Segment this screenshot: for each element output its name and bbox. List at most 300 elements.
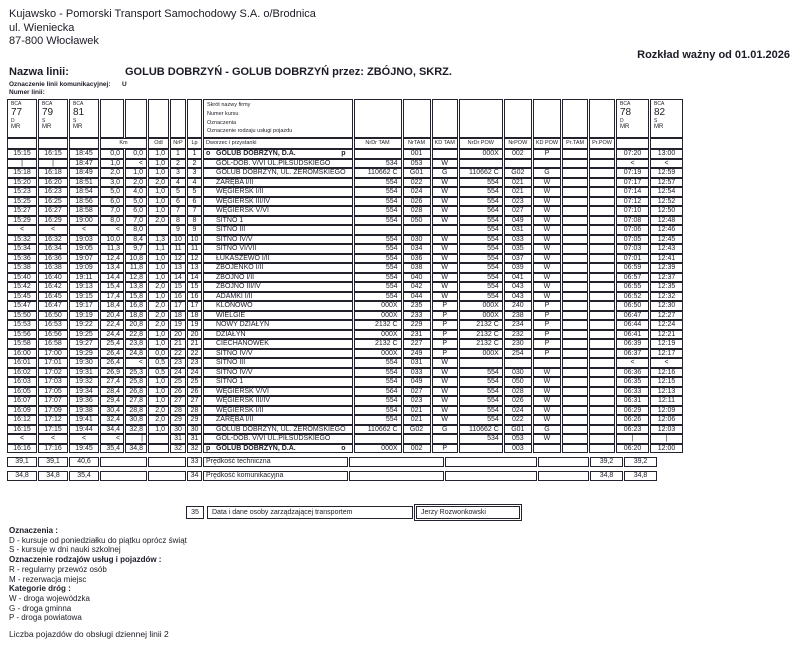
station-marker-left [206, 198, 216, 206]
empty-cell [403, 99, 431, 138]
cell-kd-pow: W [533, 415, 561, 425]
cell-nrdr-tam [354, 225, 402, 235]
manager-row [186, 506, 520, 519]
cell-pr-tam [562, 387, 588, 397]
cell-kd-pow: W [533, 387, 561, 397]
station-marker-right [346, 340, 350, 348]
station-marker-right [346, 274, 350, 282]
cell-nr-tam: 002 [403, 444, 431, 454]
course-header-78 [616, 99, 649, 138]
cell-kd-pow: W [533, 254, 561, 264]
cell-t78: 07:03 [616, 244, 649, 254]
cell-kd-tam: W [432, 263, 458, 273]
course-header-79 [38, 99, 68, 138]
cell-odl [148, 444, 169, 454]
cell-pr-pow [589, 254, 615, 264]
cell-t77: 15:53 [7, 320, 37, 330]
cell-pr-tam [562, 263, 588, 273]
cell-kd-tam: G [432, 168, 458, 178]
empty-cell [100, 471, 147, 481]
cell-nrdr-tam [354, 434, 402, 444]
cell-pr-tam [562, 368, 588, 378]
cell-km-odl: 10,8 [125, 254, 147, 264]
station-marker-left [206, 369, 216, 377]
header-info-line: Oznaczenie rodzaju usługi pojazdu [207, 128, 293, 135]
cell-lp: 17 [187, 301, 202, 311]
station-marker-right [346, 264, 350, 272]
cell-nrdr-tam: 554 [354, 178, 402, 188]
cell-nr-tam: 038 [403, 263, 431, 273]
cell-pr-tam [562, 406, 588, 416]
table-row [7, 330, 683, 340]
cell-nr-tam: 028 [403, 206, 431, 216]
station-marker-left [206, 226, 216, 234]
cell-km-odl: < [125, 159, 147, 169]
table-row [7, 425, 683, 435]
cell-kd-tam [432, 434, 458, 444]
cell-nr-tam: 036 [403, 254, 431, 264]
cell-odl [148, 434, 169, 444]
cell-nrdr-tam: 564 [354, 387, 402, 397]
header-info-cell [203, 99, 353, 138]
cell-nr-pow: 026 [504, 396, 532, 406]
cell-pr-pow [589, 396, 615, 406]
cell-t79: < [38, 225, 68, 235]
calendar-code: D [11, 118, 15, 124]
cell-t78: < [616, 358, 649, 368]
carrier-code: BCA [73, 101, 84, 107]
cell-nrdr-pow: 554 [459, 225, 503, 235]
cell-nrdr-pow: 554 [459, 235, 503, 245]
legend-item: S - kursuje w dni nauki szkolnej [9, 545, 121, 555]
cell-t78: | [616, 434, 649, 444]
cell-kd-tam: W [432, 387, 458, 397]
station-marker-right [346, 312, 350, 320]
cell-nr-pow: 050 [504, 377, 532, 387]
station-name: GOL-DOB. V/VI UL.PIŁSUDSKIEGO [216, 435, 331, 443]
col-header-nrp: NrP [170, 138, 186, 149]
cell-km: 26,4 [100, 349, 124, 359]
cell-kd-tam: P [432, 330, 458, 340]
service-code: MR [11, 124, 21, 130]
cell-lp: 29 [187, 415, 202, 425]
cell-t82: 12:06 [650, 415, 683, 425]
cell-km-odl: 11,8 [125, 263, 147, 273]
cell-t77: 16:00 [7, 349, 37, 359]
cell-pr-pow [589, 358, 615, 368]
cell-kd-tam: G [432, 425, 458, 435]
cell-pr-tam [562, 396, 588, 406]
cell-nr-pow: 037 [504, 254, 532, 264]
cell-nrdr-pow: 554 [459, 368, 503, 378]
cell-nr-tam: 026 [403, 197, 431, 207]
table-row [7, 159, 683, 169]
cell-nr-tam [403, 434, 431, 444]
cell-kd-pow: W [533, 197, 561, 207]
cell-kd-tam: W [432, 368, 458, 378]
cell-pr-tam [562, 159, 588, 169]
cell-t78: 06:57 [616, 273, 649, 283]
legend-section-title: Kategorie dróg : [9, 584, 71, 594]
cell-t78: 06:59 [616, 263, 649, 273]
cell-station [203, 387, 353, 397]
cell-t82: 12:54 [650, 187, 683, 197]
station-marker-right [346, 169, 350, 177]
station-marker-left [206, 179, 216, 187]
cell-km: 15,4 [100, 282, 124, 292]
course-number: 82 [654, 107, 666, 118]
cell-pr-tam [562, 244, 588, 254]
cell-t82: 12:09 [650, 406, 683, 416]
cell-nrp: 24 [170, 368, 186, 378]
empty-cell [148, 99, 169, 138]
col-header-kd-tam: KD TAM [432, 138, 458, 149]
cell-t77: 16:07 [7, 396, 37, 406]
cell-km-odl: 2,0 [125, 178, 147, 188]
cell-nrdr-pow [459, 159, 503, 169]
cell-kd-tam: P [432, 301, 458, 311]
station-name: WIELGIE [216, 311, 246, 319]
cell-lp: 9 [187, 225, 202, 235]
cell-t81: 19:15 [69, 292, 99, 302]
cell-station [203, 415, 353, 425]
cell-t82: | [650, 434, 683, 444]
cell-km: 26,9 [100, 368, 124, 378]
cell-station [203, 377, 353, 387]
cell-kd-tam: W [432, 216, 458, 226]
speed-label: Prędkość komunikacyjna [203, 471, 348, 481]
cell-nrdr-tam: 554 [354, 292, 402, 302]
cell-lp: 23 [187, 358, 202, 368]
line-name-value: GOLUB DOBRZYŃ - GOLUB DOBRZYŃ przez: ZBÓJNO, SKRZ. [125, 66, 452, 78]
cell-km-odl: 7,0 [125, 216, 147, 226]
cell-kd-tam: W [432, 415, 458, 425]
cell-nrp: 27 [170, 396, 186, 406]
cell-kd-pow: W [533, 396, 561, 406]
cell-nrdr-pow: 2132 C [459, 320, 503, 330]
table-row [7, 377, 683, 387]
cell-t82: 12:17 [650, 349, 683, 359]
cell-odl: 1,0 [148, 396, 169, 406]
cell-pr-pow [589, 330, 615, 340]
footer-note: Liczba pojazdów do obsługi dziennej linii 2 [9, 629, 169, 639]
cell-km-odl: 18,8 [125, 311, 147, 321]
cell-nrp: 2 [170, 159, 186, 169]
cell-nrdr-tam: 2132 C [354, 320, 402, 330]
cell-lp: 30 [187, 425, 202, 435]
cell-km: 18,4 [100, 301, 124, 311]
cell-lp: 12 [187, 254, 202, 264]
cell-km: 7,0 [100, 206, 124, 216]
cell-km: 34,4 [100, 425, 124, 435]
cell-pr-tam [562, 358, 588, 368]
cell-pr-pow [589, 273, 615, 283]
cell-lp: 18 [187, 311, 202, 321]
cell-nrdr-tam: 554 [354, 282, 402, 292]
cell-nr-pow: 030 [504, 368, 532, 378]
table-row [7, 339, 683, 349]
cell-nr-tam: 231 [403, 330, 431, 340]
cell-station [203, 311, 353, 321]
cell-kd-tam: W [432, 197, 458, 207]
cell-km: 3,0 [100, 178, 124, 188]
cell-nrp: 25 [170, 377, 186, 387]
line-code-row [9, 81, 127, 88]
cell-pr-pow [589, 311, 615, 321]
empty-cell [504, 99, 532, 138]
company-address-block [9, 8, 316, 49]
cell-nr-tam: 229 [403, 320, 431, 330]
cell-nrdr-pow: 554 [459, 254, 503, 264]
empty-cell [69, 138, 99, 149]
cell-t79: 16:20 [38, 178, 68, 188]
cell-station [203, 282, 353, 292]
station-marker-left [206, 321, 216, 329]
cell-lp: 25 [187, 377, 202, 387]
cell-t78: 07:19 [616, 168, 649, 178]
cell-station [203, 149, 353, 159]
station-marker-left [206, 426, 216, 434]
cell-pr-pow [589, 377, 615, 387]
cell-nrdr-pow: 000X [459, 149, 503, 159]
cell-t78: < [616, 159, 649, 169]
cell-km-odl: 20,8 [125, 320, 147, 330]
cell-t77: 15:42 [7, 282, 37, 292]
station-marker-right [346, 255, 350, 263]
table-row [7, 311, 683, 321]
cell-km: 35,4 [100, 444, 124, 454]
station-marker-left: o [206, 150, 211, 158]
station-marker-left [206, 378, 216, 386]
cell-odl: 1,0 [148, 197, 169, 207]
cell-t78: 06:47 [616, 311, 649, 321]
cell-t77: 15:34 [7, 244, 37, 254]
station-marker-right [346, 416, 350, 424]
cell-nrdr-tam: 554 [354, 415, 402, 425]
cell-nrp: 31 [170, 434, 186, 444]
cell-t79: 17:07 [38, 396, 68, 406]
cell-t77: 15:56 [7, 330, 37, 340]
cell-station [203, 330, 353, 340]
cell-kd-pow: P [533, 301, 561, 311]
station-marker-right [346, 188, 350, 196]
legend-item: P - droga powiatowa [9, 613, 82, 623]
cell-nrp: 13 [170, 263, 186, 273]
table-row [7, 434, 683, 444]
cell-t79: 16:42 [38, 282, 68, 292]
cell-station [203, 320, 353, 330]
cell-station [203, 235, 353, 245]
station-marker-right [346, 331, 350, 339]
cell-kd-pow: P [533, 320, 561, 330]
cell-t82: 12:32 [650, 292, 683, 302]
table-row [7, 263, 683, 273]
station-marker-right [346, 407, 350, 415]
cell-station [203, 368, 353, 378]
cell-nr-tam: 053 [403, 159, 431, 169]
cell-t78: 06:26 [616, 415, 649, 425]
cell-station [203, 187, 353, 197]
cell-station [203, 178, 353, 188]
cell-t78: 07:10 [616, 206, 649, 216]
cell-station [203, 216, 353, 226]
course-header-77 [7, 99, 37, 138]
cell-t81: 19:45 [69, 444, 99, 454]
station-name: GOLUB DOBRZYŃ, UL. ŻEROMSKIEGO [216, 425, 346, 433]
cell-station [203, 292, 353, 302]
cell-kd-pow: P [533, 349, 561, 359]
station-marker-left: p [206, 444, 211, 452]
cell-t77: | [7, 159, 37, 169]
cell-pr-pow [589, 159, 615, 169]
table-row [7, 320, 683, 330]
calendar-code: D [620, 118, 624, 124]
cell-odl: 1,0 [148, 425, 169, 435]
cell-kd-tam: W [432, 206, 458, 216]
table-row [7, 273, 683, 283]
table-row [7, 471, 657, 481]
table-row [7, 244, 683, 254]
cell-t79: 16:56 [38, 330, 68, 340]
cell-nrp: 10 [170, 235, 186, 245]
cell-lp: 31 [187, 434, 202, 444]
cell-speed-t77: 34,8 [7, 471, 37, 481]
table-row [7, 149, 683, 159]
empty-cell [125, 99, 147, 138]
cell-pr-pow [589, 292, 615, 302]
cell-nr-pow: 043 [504, 292, 532, 302]
station-name: ADAMKI I/II [216, 292, 253, 300]
cell-t82: 12:50 [650, 206, 683, 216]
cell-t81: 19:13 [69, 282, 99, 292]
cell-pr-tam [562, 273, 588, 283]
table-row [7, 349, 683, 359]
cell-t82: 12:15 [650, 377, 683, 387]
table-row [7, 406, 683, 416]
station-marker-left [206, 407, 216, 415]
cell-pr-tam [562, 235, 588, 245]
cell-t77: 15:38 [7, 263, 37, 273]
station-marker-left [206, 397, 216, 405]
station-marker-left [206, 274, 216, 282]
cell-t77: 16:05 [7, 387, 37, 397]
cell-t79: 16:18 [38, 168, 68, 178]
cell-nrdr-pow: 554 [459, 415, 503, 425]
table-row [7, 387, 683, 397]
cell-kd-tam: W [432, 178, 458, 188]
table-row [7, 178, 683, 188]
cell-nrp: 20 [170, 330, 186, 340]
station-name: GOLUB DOBRZYŃ, D.A. [216, 150, 296, 158]
cell-t79: 16:36 [38, 254, 68, 264]
cell-km: 10,0 [100, 235, 124, 245]
cell-t79: 17:03 [38, 377, 68, 387]
cell-nrp: 17 [170, 301, 186, 311]
carrier-code: BCA [11, 101, 22, 107]
cell-nrdr-tam: 554 [354, 216, 402, 226]
carrier-code: BCA [620, 101, 631, 107]
cell-nr-pow: 043 [504, 282, 532, 292]
cell-km-odl: 5,0 [125, 197, 147, 207]
course-number: 79 [42, 107, 54, 118]
cell-t78: 07:17 [616, 178, 649, 188]
cell-nr-tam [403, 225, 431, 235]
service-code: MR [73, 124, 83, 130]
cell-km: 22,4 [100, 320, 124, 330]
empty-cell [354, 99, 402, 138]
station-marker-right [346, 321, 350, 329]
cell-lp: 13 [187, 263, 202, 273]
cell-t79: 17:01 [38, 358, 68, 368]
cell-km-odl: 12,8 [125, 273, 147, 283]
cell-nr-pow: 041 [504, 273, 532, 283]
cell-nr-pow: 023 [504, 197, 532, 207]
cell-kd-pow [533, 444, 561, 454]
cell-kd-pow: G [533, 168, 561, 178]
cell-t81: 19:31 [69, 368, 99, 378]
station-name: SITNO III [216, 359, 246, 367]
cell-odl: 1,0 [148, 263, 169, 273]
cell-pr-pow [589, 434, 615, 444]
cell-pr-pow [589, 178, 615, 188]
cell-nrdr-pow: 554 [459, 282, 503, 292]
empty-cell [538, 457, 589, 467]
cell-nr-pow: G01 [504, 425, 532, 435]
station-name: ZBÓJENKO I/II [216, 264, 264, 272]
cell-nr-pow [504, 159, 532, 169]
cell-t77: 15:25 [7, 197, 37, 207]
cell-pr-tam [562, 311, 588, 321]
cell-nrdr-tam: 554 [354, 187, 402, 197]
cell-lp: 33 [187, 457, 202, 467]
cell-nr-tam: 040 [403, 273, 431, 283]
carrier-code: BCA [42, 101, 53, 107]
cell-kd-tam: W [432, 377, 458, 387]
cell-t79: < [38, 434, 68, 444]
cell-nrdr-pow: 554 [459, 197, 503, 207]
timetable [6, 99, 684, 481]
cell-t81: < [69, 225, 99, 235]
cell-lp: 11 [187, 244, 202, 254]
cell-t79: 16:47 [38, 301, 68, 311]
cell-lp: 27 [187, 396, 202, 406]
station-marker-left [206, 245, 216, 253]
station-marker-right: o [341, 444, 346, 452]
cell-speed-t78: 39,2 [590, 457, 623, 467]
empty-cell [148, 471, 186, 481]
cell-t81: 19:07 [69, 254, 99, 264]
cell-t77: 16:03 [7, 377, 37, 387]
cell-kd-pow: W [533, 187, 561, 197]
station-marker-left [206, 293, 216, 301]
cell-pr-pow [589, 282, 615, 292]
cell-pr-tam [562, 377, 588, 387]
cell-kd-tam: W [432, 358, 458, 368]
cell-km-odl: 28,8 [125, 406, 147, 416]
table-row [7, 206, 683, 216]
cell-speed-t79: 34,8 [38, 471, 68, 481]
cell-nrp: 1 [170, 149, 186, 159]
cell-km: 28,4 [100, 387, 124, 397]
cell-station [203, 358, 353, 368]
cell-pr-pow [589, 320, 615, 330]
cell-nr-pow: 022 [504, 415, 532, 425]
cell-km-odl: 25,3 [125, 368, 147, 378]
cell-t81: 18:47 [69, 159, 99, 169]
cell-nrdr-pow: 554 [459, 187, 503, 197]
legend-section-title: Oznaczenie rodzajów usług i pojazdów : [9, 555, 162, 565]
timetable-grid [6, 99, 684, 453]
